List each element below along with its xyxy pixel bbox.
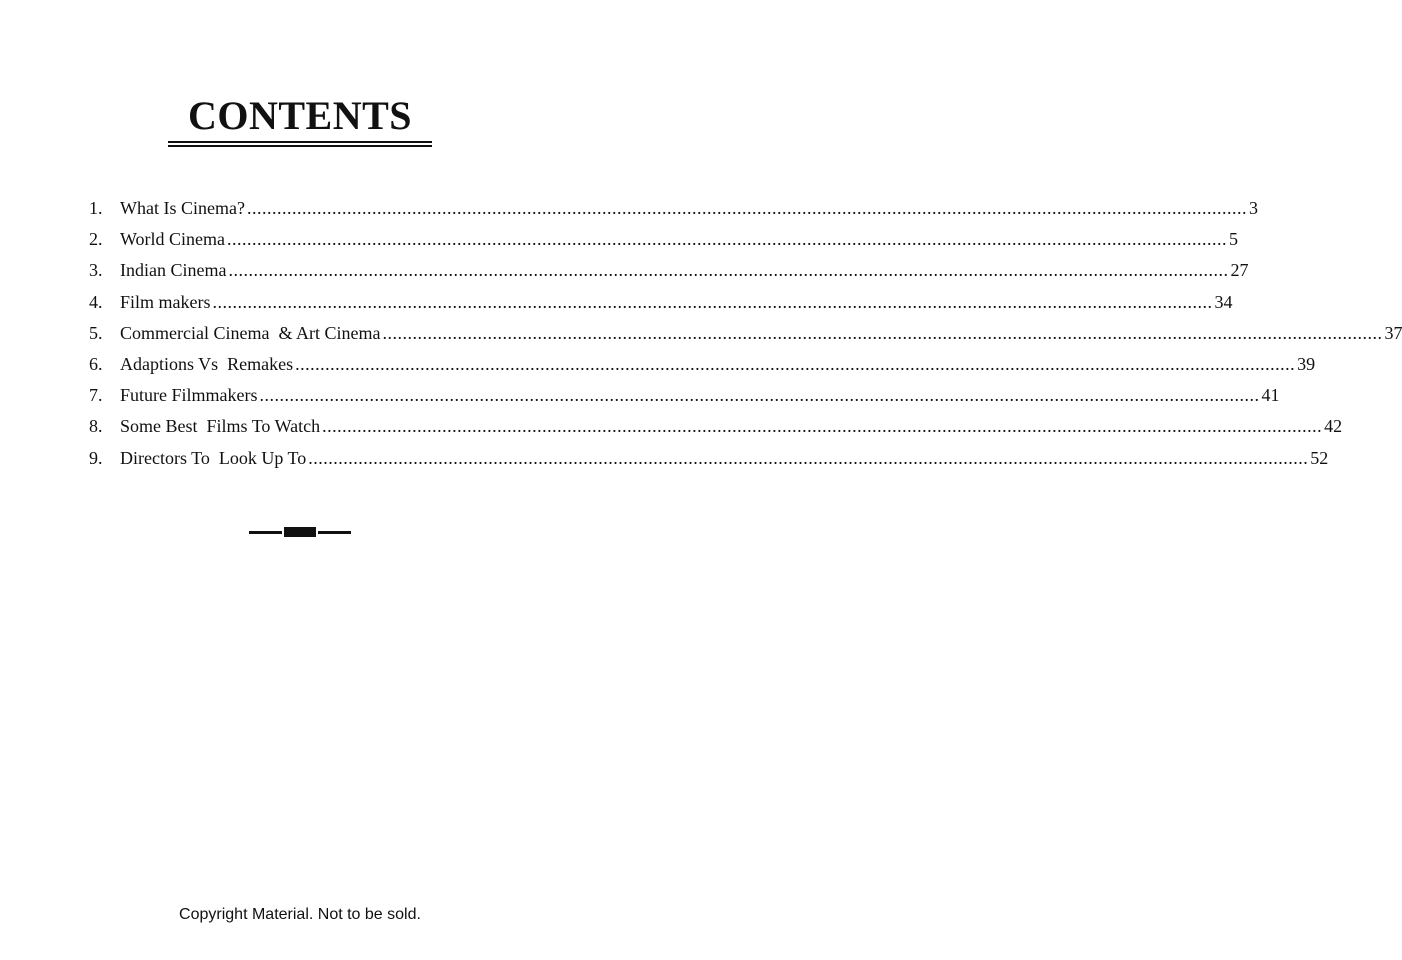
toc-leader-dots: ........................................................................................................................................................................................................ bbox=[227, 229, 1228, 250]
toc-entry-page: 34 bbox=[1214, 291, 1233, 312]
toc-entry-page: 39 bbox=[1297, 353, 1316, 374]
table-of-contents bbox=[89, 193, 1402, 474]
toc-entry-number: 4. bbox=[89, 291, 103, 312]
toc-entry-page: 27 bbox=[1230, 260, 1249, 281]
toc-entry-page: 41 bbox=[1261, 385, 1280, 406]
toc-entry-page: 37 bbox=[1384, 322, 1402, 343]
toc-leader-dots: ........................................................................................................................................................................................................ bbox=[259, 385, 1260, 406]
toc-leader-dots: ........................................................................................................................................................................................................ bbox=[308, 447, 1309, 468]
title-underline-bottom bbox=[168, 145, 432, 147]
toc-entry-page: 52 bbox=[1310, 447, 1329, 468]
toc-entry[interactable] bbox=[89, 411, 1343, 442]
toc-entry-page: 42 bbox=[1324, 416, 1343, 437]
toc-leader-dots: ........................................................................................................................................................................................................ bbox=[246, 198, 1247, 218]
section-end-ornament bbox=[249, 526, 351, 538]
toc-leader-dots: ........................................................................................................................................................................................................ bbox=[228, 260, 1229, 281]
copyright-notice: Copyright Material. Not to be sold. bbox=[179, 906, 421, 923]
ornament-right-bar bbox=[318, 531, 351, 534]
toc-entry[interactable] bbox=[89, 193, 1258, 224]
toc-leader-dots: ........................................................................................................................................................................................................ bbox=[382, 322, 1383, 343]
toc-entry-number: 8. bbox=[89, 416, 103, 437]
toc-entry[interactable] bbox=[89, 287, 1233, 318]
toc-entry-page: 3 bbox=[1248, 198, 1258, 218]
toc-entry-title: What Is Cinema? bbox=[120, 198, 245, 218]
toc-entry[interactable] bbox=[89, 443, 1329, 474]
toc-entry-number: 3. bbox=[89, 260, 103, 281]
toc-entry[interactable] bbox=[89, 380, 1280, 411]
toc-entry-title: Directors To Look Up To bbox=[120, 447, 307, 468]
toc-leader-dots: ........................................................................................................................................................................................................ bbox=[322, 416, 1323, 437]
toc-entry[interactable] bbox=[89, 224, 1239, 255]
toc-entry-number: 2. bbox=[89, 229, 103, 250]
ornament-center-block bbox=[284, 527, 316, 537]
toc-entry-number: 9. bbox=[89, 447, 103, 468]
toc-entry-title: Commercial Cinema & Art Cinema bbox=[120, 322, 381, 343]
toc-entry-number: 5. bbox=[89, 322, 103, 343]
toc-entry-page: 5 bbox=[1229, 229, 1239, 250]
title-underline-top bbox=[168, 141, 432, 143]
toc-entry-title: Future Filmmakers bbox=[120, 385, 258, 406]
toc-entry[interactable] bbox=[89, 318, 1402, 349]
toc-entry[interactable] bbox=[89, 255, 1249, 286]
toc-entry-number: 6. bbox=[89, 353, 103, 374]
toc-entry-title: World Cinema bbox=[120, 229, 226, 250]
page-title: CONTENTS bbox=[187, 93, 413, 138]
toc-leader-dots: ........................................................................................................................................................................................................ bbox=[212, 291, 1213, 312]
toc-entry[interactable] bbox=[89, 349, 1316, 380]
toc-entry-title: Indian Cinema bbox=[120, 260, 227, 281]
toc-entry-number: 7. bbox=[89, 385, 103, 406]
toc-entry-title: Film makers bbox=[120, 291, 211, 312]
ornament-left-bar bbox=[249, 531, 282, 534]
toc-entry-title: Some Best Films To Watch bbox=[120, 416, 321, 437]
toc-entry-number: 1. bbox=[89, 198, 103, 218]
toc-leader-dots: ........................................................................................................................................................................................................ bbox=[295, 353, 1296, 374]
toc-entry-title: Adaptions Vs Remakes bbox=[120, 353, 294, 374]
